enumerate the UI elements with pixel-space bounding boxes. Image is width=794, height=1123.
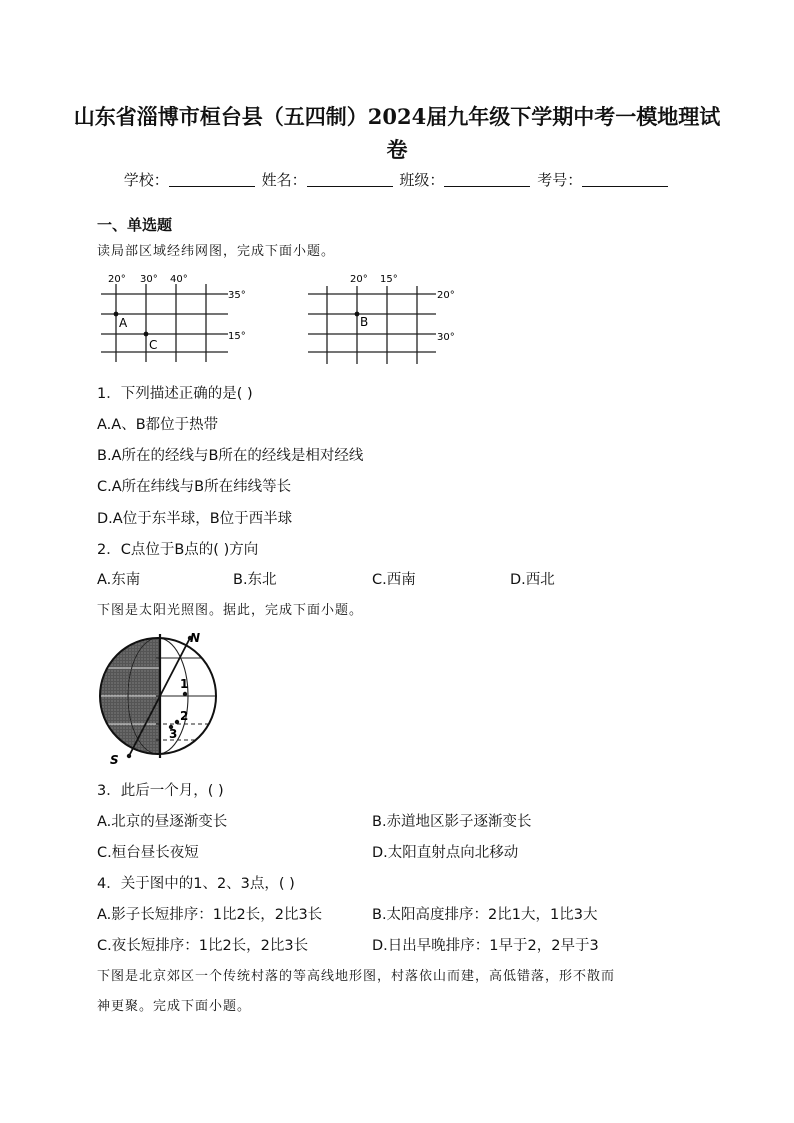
q3-option-b[interactable]: B.赤道地区影子逐渐变长	[372, 814, 532, 830]
lon-label: 30°	[140, 274, 158, 285]
q2-option-d[interactable]: D.西北	[510, 572, 555, 588]
point-1-label: 1	[180, 677, 189, 691]
q3-option-d[interactable]: D.太阳直射点向北移动	[372, 845, 519, 861]
q1-option-c[interactable]: C.A所在纬线与B所在纬线等长	[97, 479, 292, 495]
class-blank[interactable]	[444, 172, 530, 187]
lat-label: 20°	[437, 290, 455, 301]
q4-option-c[interactable]: C.夜长短排序：1比2长，2比3长	[97, 938, 309, 954]
q2-option-b[interactable]: B.东北	[233, 572, 277, 588]
lon-label: 20°	[350, 274, 368, 285]
student-info-row	[0, 169, 794, 190]
lat-label: 15°	[228, 331, 246, 342]
q2-option-a[interactable]: A.东南	[97, 572, 141, 588]
point-b-label: B	[360, 315, 369, 329]
point-3-label: 3	[169, 727, 178, 741]
q4-option-b[interactable]: B.太阳高度排序：2比1大，1比3大	[372, 907, 598, 923]
intro-contour-line1: 下图是北京郊区一个传统村落的等高线地形图，村落依山而建，高低错落，形不散而	[97, 969, 616, 984]
latlong-map-right	[300, 270, 465, 370]
school-label: 学校：	[123, 171, 169, 189]
lat-label: 35°	[228, 290, 246, 301]
school-blank[interactable]	[169, 172, 255, 187]
point-b-dot	[355, 312, 360, 317]
q3-option-a[interactable]: A.北京的昼逐渐变长	[97, 814, 228, 830]
intro-latlong: 读局部区域经纬网图，完成下面小题。	[97, 244, 336, 259]
sunlight-globe-diagram	[96, 628, 226, 768]
q1-option-b[interactable]: B.A所在的经线与B所在的经线是相对经线	[97, 448, 364, 464]
q3-stem: 3．此后一个月，( )	[97, 783, 224, 799]
north-pole-label: N	[190, 631, 201, 645]
point-c-dot	[144, 332, 149, 337]
exam-title-line1: 山东省淄博市桓台县（五四制）2024届九年级下学期中考一模地理试	[73, 104, 721, 129]
q4-option-d[interactable]: D.日出早晚排序：1早于2，2早于3	[372, 938, 599, 954]
q4-stem: 4．关于图中的1、2、3点，( )	[97, 876, 295, 892]
intro-sunlight: 下图是太阳光照图。据此，完成下面小题。	[97, 603, 364, 618]
lon-label: 15°	[380, 274, 398, 285]
q3-option-c[interactable]: C.桓台昼长夜短	[97, 845, 199, 861]
lat-label: 30°	[437, 332, 455, 343]
south-pole-label: S	[110, 753, 119, 767]
exam-title-line2: 卷	[386, 137, 408, 162]
exam-number-label: 考号：	[537, 171, 583, 189]
q4-option-a[interactable]: A.影子长短排序：1比2长，2比3长	[97, 907, 323, 923]
point-1-dot	[183, 692, 187, 696]
name-blank[interactable]	[307, 172, 393, 187]
lon-label: 20°	[108, 274, 126, 285]
name-label: 姓名：	[261, 171, 307, 189]
intro-contour-line2: 神更聚。完成下面小题。	[97, 999, 252, 1014]
point-2-label: 2	[180, 709, 189, 723]
point-2-dot	[175, 720, 179, 724]
latlong-map-left	[96, 270, 261, 370]
q2-stem: 2．C点位于B点的( )方向	[97, 542, 259, 558]
exam-number-blank[interactable]	[582, 172, 668, 187]
lon-label: 40°	[170, 274, 188, 285]
point-a-label: A	[119, 316, 128, 330]
q1-option-d[interactable]: D.A位于东半球，B位于西半球	[97, 511, 293, 527]
section-heading: 一、单选题	[97, 216, 173, 234]
class-label: 班级：	[399, 171, 445, 189]
q2-option-c[interactable]: C.西南	[372, 572, 416, 588]
q1-stem: 1．下列描述正确的是( )	[97, 386, 253, 402]
point-a-dot	[114, 312, 119, 317]
point-c-label: C	[149, 338, 158, 352]
q1-option-a[interactable]: A.A、B都位于热带	[97, 417, 219, 433]
